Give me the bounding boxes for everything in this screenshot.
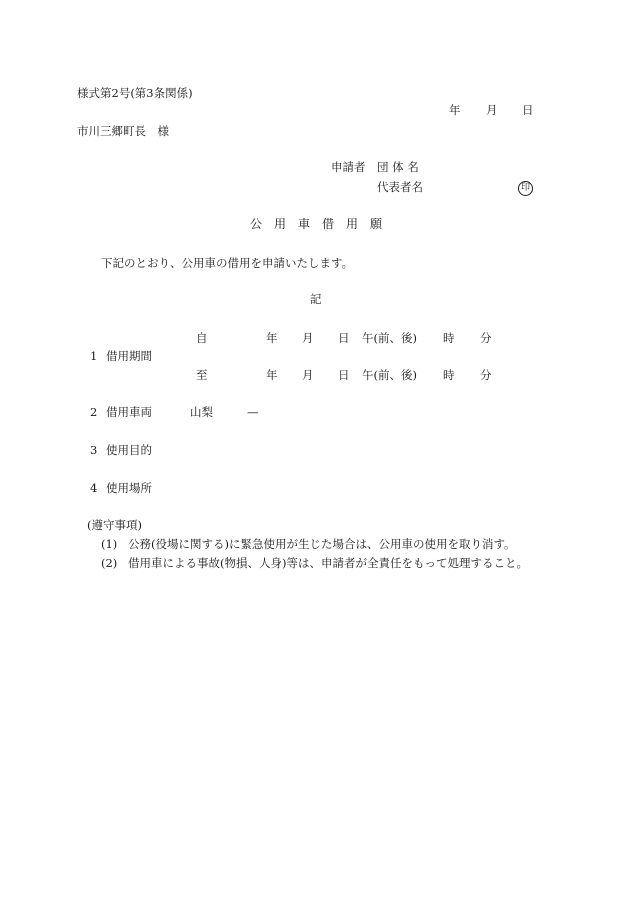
item-number: 4 (90, 481, 98, 495)
period-minute-label: 分 (480, 368, 492, 382)
addressee: 市川三郷町長 様 (77, 124, 169, 138)
seal-mark (518, 179, 533, 196)
period-hour-label: 時 (443, 368, 455, 382)
document-title: 公 用 車 借 用 願 (250, 217, 383, 231)
period-year-label: 年 (266, 368, 278, 382)
date-day-label: 日 (522, 103, 534, 117)
note-text: 公務(役場に関する)に緊急使用が生じた場合は、公用車の使用を取り消す。 (128, 537, 516, 551)
period-day-label: 日 (338, 368, 350, 382)
note-text: 借用車による事故(物損、人身)等は、申請者が全責任をもって処理すること。 (128, 556, 528, 570)
period-ampm-label: 午(前、後) (362, 331, 417, 345)
organization-name-label: 団 体 名 (377, 160, 419, 174)
notes-heading: (遵守事項) (87, 518, 142, 532)
intro-text: 下記のとおり、公用車の借用を申請いたします。 (101, 256, 354, 270)
period-from-label: 自 (196, 331, 208, 345)
vehicle-region: 山梨 (190, 405, 213, 419)
note-number: (2) (101, 556, 118, 570)
date-year-label: 年 (449, 103, 461, 117)
period-year-label: 年 (266, 331, 278, 345)
period-ampm-label: 午(前、後) (362, 368, 417, 382)
vehicle-dash: — (247, 405, 259, 419)
item-label: 使用場所 (106, 481, 152, 495)
item-number: 1 (90, 349, 98, 363)
item-label: 借用期間 (106, 349, 152, 363)
seal-icon: 印 (518, 181, 533, 196)
item-number: 2 (90, 405, 98, 419)
date-month-label: 月 (486, 103, 498, 117)
note-number: (1) (101, 537, 118, 551)
applicant-label: 申請者 (331, 160, 366, 174)
period-hour-label: 時 (443, 331, 455, 345)
form-number: 様式第2号(第3条関係) (77, 86, 193, 100)
representative-name-label: 代表者名 (377, 180, 423, 194)
item-label: 借用車両 (106, 405, 152, 419)
period-day-label: 日 (338, 331, 350, 345)
item-number: 3 (90, 443, 98, 457)
period-month-label: 月 (302, 331, 314, 345)
ki-heading: 記 (310, 292, 322, 306)
period-minute-label: 分 (480, 331, 492, 345)
period-month-label: 月 (302, 368, 314, 382)
period-to-label: 至 (196, 368, 208, 382)
item-label: 使用目的 (106, 443, 152, 457)
